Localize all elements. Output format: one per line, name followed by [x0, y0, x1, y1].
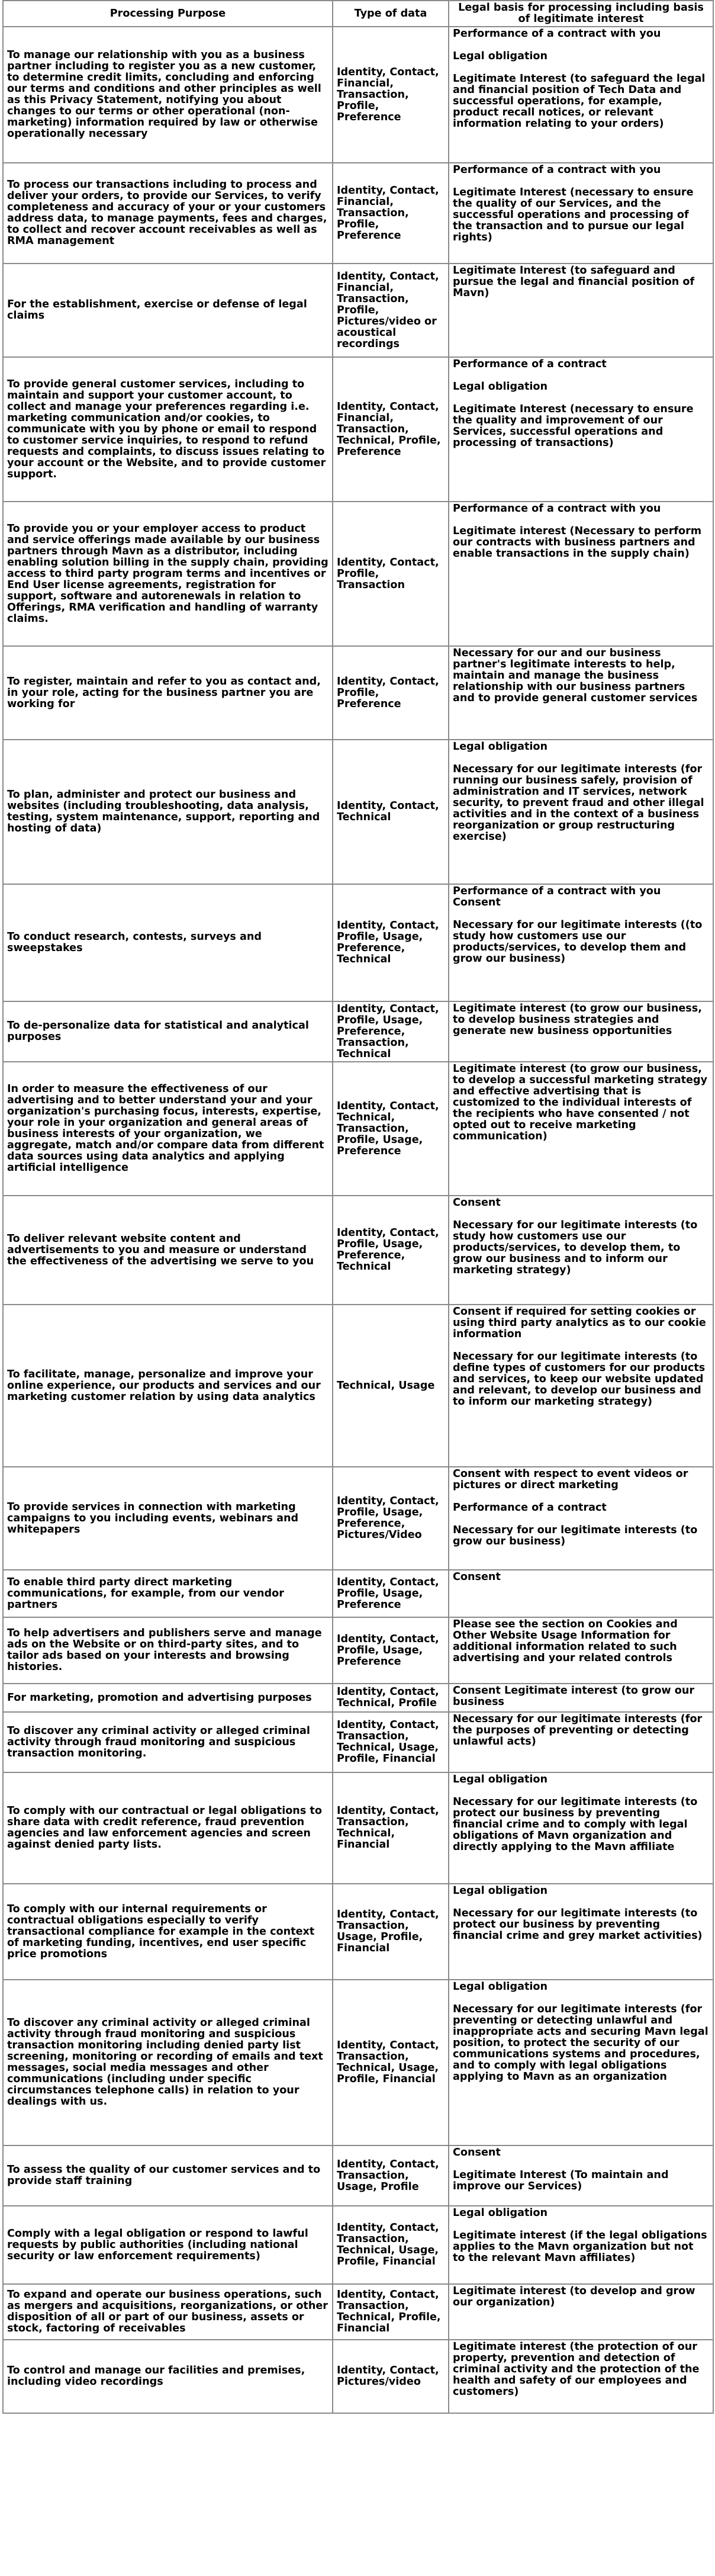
- table-row: [3, 1980, 713, 2145]
- processing-purpose-cell: For marketing, promotion and advertising purposes: [3, 1684, 333, 1712]
- table-row: [3, 1617, 713, 1684]
- table-row: [3, 884, 713, 1001]
- header-legal-basis: Legal basis for processing including basis of legitimate interest: [449, 1, 713, 27]
- processing-purpose-cell: In order to measure the effectiveness of our advertising and to better understand your and your organization's purchasing focus, interests, expertise, your role in your organization and general areas of business interests of your organization, we aggregate, match and/or compare data from different data sources using data analytics and applying artificial intelligence: [3, 1062, 333, 1196]
- legal-basis-cell: Legitimate interest (to grow our business, to develop a successful marketing strategy and effective advertising that is customized to the individual interests of the recipients who have consented / not opted out to receive marketing communication): [449, 1062, 713, 1196]
- data-type-cell: Identity, Contact, Profile, Usage, Preference, Technical: [333, 1196, 449, 1305]
- legal-basis-cell: Legitimate interest (to grow our business, to develop business strategies and generate new business opportunities: [449, 1001, 713, 1062]
- legal-basis-cell: Legitimate interest (the protection of our property, prevention and detection of criminal activity and the protection of the health and safety of our employees and customers): [449, 2340, 713, 2413]
- legal-basis-cell: Performance of a contract with you Consent Necessary for our legitimate interests ((to study how customers use our products/services, to develop them and grow our business): [449, 884, 713, 1001]
- data-type-cell: Identity, Contact, Profile, Preference: [333, 646, 449, 740]
- processing-purpose-cell: To discover any criminal activity or alleged criminal activity through fraud monitoring and suspicious transaction monitoring including denied party list screening, monitoring or recording of emails and text messages, social media messages and other communications (including under specific circumstances telephone calls) in relation to your dealings with us.: [3, 1980, 333, 2145]
- table-row: [3, 264, 713, 357]
- data-type-cell: Identity, Contact, Transaction, Technical, Financial: [333, 1772, 449, 1884]
- table-row: [3, 1062, 713, 1196]
- table-row: [3, 2206, 713, 2284]
- data-type-cell: Identity, Contact, Transaction, Technical, Usage, Profile, Financial: [333, 1980, 449, 2145]
- processing-purpose-cell: To deliver relevant website content and advertisements to you and measure or understand the effectiveness of the advertising we serve to you: [3, 1196, 333, 1305]
- data-type-cell: Identity, Contact, Financial, Transaction, Profile, Pictures/video or acoustical recordings: [333, 264, 449, 357]
- table-row: [3, 163, 713, 264]
- legal-basis-cell: Legal obligation Necessary for our legitimate interests (to protect our business by preventing financial crime and grey market activities): [449, 1884, 713, 1980]
- data-type-cell: Identity, Contact, Profile, Usage, Preference, Transaction, Technical: [333, 1001, 449, 1062]
- data-type-cell: Identity, Contact, Transaction, Technical, Usage, Profile, Financial: [333, 2206, 449, 2284]
- table-row: [3, 740, 713, 884]
- legal-basis-cell: Necessary for our legitimate interests (for the purposes of preventing or detecting unlawful acts): [449, 1712, 713, 1772]
- data-type-cell: Identity, Contact, Financial, Transaction, Profile, Preference: [333, 163, 449, 264]
- data-type-cell: Identity, Contact, Profile, Usage, Preference, Pictures/Video: [333, 1467, 449, 1570]
- table-row: [3, 646, 713, 740]
- table-row: [3, 1305, 713, 1467]
- data-type-cell: Identity, Contact, Profile, Usage, Preference, Technical: [333, 884, 449, 1001]
- legal-basis-cell: Legitimate Interest (to safeguard and pursue the legal and financial position of Mavn): [449, 264, 713, 357]
- data-type-cell: Identity, Contact, Technical, Transaction, Profile, Usage, Preference: [333, 1062, 449, 1196]
- data-type-cell: Identity, Contact, Transaction, Usage, Profile, Financial: [333, 1884, 449, 1980]
- processing-purpose-cell: To control and manage our facilities and premises, including video recordings: [3, 2340, 333, 2413]
- table-row: [3, 1196, 713, 1305]
- legal-basis-cell: Please see the section on Cookies and Other Website Usage Information for additional information related to such advertising and your related controls: [449, 1617, 713, 1684]
- legal-basis-cell: Necessary for our and our business partner's legitimate interests to help, maintain and manage the business relationship with our business partners and to provide general customer services: [449, 646, 713, 740]
- processing-purpose-cell: To facilitate, manage, personalize and improve your online experience, our products and services and our marketing customer relation by using data analytics: [3, 1305, 333, 1467]
- processing-purpose-cell: To provide general customer services, including to maintain and support your customer account, to collect and manage your preferences regarding i.e. marketing communication and/or cookies, to communicate with you by phone or email to respond to customer service inquiries, to respond to refund requests and complaints, to discuss issues relating to your account or the Website, and to provide customer support.: [3, 357, 333, 502]
- processing-purpose-cell: To plan, administer and protect our business and websites (including troubleshooting, data analysis, testing, system maintenance, support, reporting and hosting of data): [3, 740, 333, 884]
- processing-purpose-cell: To help advertisers and publishers serve and manage ads on the Website or on third-party sites, and to tailor ads based on your interests and browsing histories.: [3, 1617, 333, 1684]
- data-type-cell: Identity, Contact, Pictures/video: [333, 2340, 449, 2413]
- table-row: [3, 2284, 713, 2340]
- legal-basis-cell: Legitimate interest (to develop and grow our organization): [449, 2284, 713, 2340]
- header-row: [3, 1, 713, 27]
- processing-purpose-cell: To conduct research, contests, surveys and sweepstakes: [3, 884, 333, 1001]
- table-row: [3, 27, 713, 163]
- table-row: [3, 1712, 713, 1772]
- processing-purpose-cell: To provide you or your employer access to product and service offerings made available by our business partners through Mavn as a distributor, including enabling solution billing in the supply chain, providing access to third party program terms and incentives or End User license agreements, registration for support, software and autorenewals in relation to Offerings, RMA verification and handling of warranty claims.: [3, 502, 333, 646]
- legal-basis-cell: Performance of a contract Legal obligation Legitimate Interest (necessary to ensure the quality and improvement of our Services, successful operations and processing of transactions): [449, 357, 713, 502]
- processing-purpose-cell: To discover any criminal activity or alleged criminal activity through fraud monitoring and suspicious transaction monitoring.: [3, 1712, 333, 1772]
- processing-purpose-cell: To comply with our contractual or legal obligations to share data with credit reference, fraud prevention agencies and law enforcement agencies and screen against denied party lists.: [3, 1772, 333, 1884]
- legal-basis-cell: Legal obligation Necessary for our legitimate interests (for preventing or detecting unlawful and inappropriate acts and securing Mavn legal position, to protect the security of our communications systems and procedures, and to comply with legal obligations applying to Mavn as an organization: [449, 1980, 713, 2145]
- data-type-cell: Identity, Contact, Technical, Profile: [333, 1684, 449, 1712]
- table-row: [3, 1001, 713, 1062]
- legal-basis-cell: Legal obligation Necessary for our legitimate interests (to protect our business by preventing financial crime and to comply with legal obligations of Mavn organization and directly applying to the Mavn affiliate: [449, 1772, 713, 1884]
- data-type-cell: Identity, Contact, Technical: [333, 740, 449, 884]
- legal-basis-cell: Legal obligation Legitimate interest (if the legal obligations applies to the Mavn organization but not to the relevant Mavn affiliates): [449, 2206, 713, 2284]
- processing-purpose-cell: To provide services in connection with marketing campaigns to you including events, webinars and whitepapers: [3, 1467, 333, 1570]
- data-type-cell: Technical, Usage: [333, 1305, 449, 1467]
- data-type-cell: Identity, Contact, Financial, Transaction, Profile, Preference: [333, 27, 449, 163]
- processing-purpose-cell: Comply with a legal obligation or respond to lawful requests by public authorities (including national security or law enforcement requirements): [3, 2206, 333, 2284]
- table-row: [3, 2145, 713, 2206]
- legal-basis-cell: Consent: [449, 1570, 713, 1617]
- header-processing-purpose: Processing Purpose: [3, 1, 333, 27]
- processing-purposes-table: [2, 0, 714, 2414]
- legal-basis-cell: Performance of a contract with you Legitimate interest (Necessary to perform our contracts with business partners and enable transactions in the supply chain): [449, 502, 713, 646]
- data-type-cell: Identity, Contact, Transaction, Technical, Usage, Profile, Financial: [333, 1712, 449, 1772]
- data-type-cell: Identity, Contact, Transaction, Technical, Profile, Financial: [333, 2284, 449, 2340]
- legal-basis-cell: Performance of a contract with you Legal obligation Legitimate Interest (to safeguard the legal and financial position of Tech Data and successful operations, for example, product recall notices, or relevant information relating to your orders): [449, 27, 713, 163]
- table-row: [3, 1772, 713, 1884]
- legal-basis-cell: Consent Necessary for our legitimate interests (to study how customers use our products/services, to develop them, to grow our business and to inform our marketing strategy): [449, 1196, 713, 1305]
- table-row: [3, 1467, 713, 1570]
- legal-basis-cell: Consent if required for setting cookies or using third party analytics as to our cookie information Necessary for our legitimate interests (to define types of customers for our products and services, to keep our website updated and relevant, to develop our business and to inform our marketing strategy): [449, 1305, 713, 1467]
- legal-basis-cell: Performance of a contract with you Legitimate Interest (necessary to ensure the quality of our Services, and the successful operations and processing of the transaction and to pursue our legal rights): [449, 163, 713, 264]
- processing-purpose-cell: To expand and operate our business operations, such as mergers and acquisitions, reorganizations, or other disposition of all or part of our business, assets or stock, factoring of receivables: [3, 2284, 333, 2340]
- data-type-cell: Identity, Contact, Profile, Usage, Preference: [333, 1617, 449, 1684]
- table-row: [3, 1570, 713, 1617]
- legal-basis-cell: Consent with respect to event videos or pictures or direct marketing Performance of a contract Necessary for our legitimate interests (to grow our business): [449, 1467, 713, 1570]
- processing-purpose-cell: To register, maintain and refer to you as contact and, in your role, acting for the business partner you are working for: [3, 646, 333, 740]
- data-type-cell: Identity, Contact, Transaction, Usage, Profile: [333, 2145, 449, 2206]
- table-row: [3, 357, 713, 502]
- table-row: [3, 1884, 713, 1980]
- legal-basis-cell: Consent Legitimate interest (to grow our business: [449, 1684, 713, 1712]
- table-row: [3, 2340, 713, 2413]
- data-type-cell: Identity, Contact, Profile, Usage, Preference: [333, 1570, 449, 1617]
- table-row: [3, 502, 713, 646]
- header-type-of-data: Type of data: [333, 1, 449, 27]
- legal-basis-cell: Legal obligation Necessary for our legitimate interests (for running our business safely, provision of administration and IT services, network security, to prevent fraud and other illegal activities and in the context of a business reorganization or group restructuring exercise): [449, 740, 713, 884]
- processing-purpose-cell: For the establishment, exercise or defense of legal claims: [3, 264, 333, 357]
- legal-basis-cell: Consent Legitimate Interest (To maintain and improve our Services): [449, 2145, 713, 2206]
- data-type-cell: Identity, Contact, Financial, Transaction, Technical, Profile, Preference: [333, 357, 449, 502]
- processing-purpose-cell: To enable third party direct marketing communications, for example, from our vendor partners: [3, 1570, 333, 1617]
- data-type-cell: Identity, Contact, Profile, Transaction: [333, 502, 449, 646]
- processing-purpose-cell: To de-personalize data for statistical and analytical purposes: [3, 1001, 333, 1062]
- processing-purpose-cell: To assess the quality of our customer services and to provide staff training: [3, 2145, 333, 2206]
- processing-purpose-cell: To manage our relationship with you as a business partner including to register you as a new customer, to determine credit limits, concluding and enforcing our terms and conditions and other principles as well as this Privacy Statement, notifying you about changes to our terms or other operational (non-marketing) information required by law or otherwise operationally necessary: [3, 27, 333, 163]
- table-row: [3, 1684, 713, 1712]
- processing-purpose-cell: To process our transactions including to process and deliver your orders, to provide our Services, to verify completeness and accuracy of your or your customers address data, to manage payments, fees and charges, to collect and recover account receivables as well as RMA management: [3, 163, 333, 264]
- processing-purpose-cell: To comply with our internal requirements or contractual obligations especially to verify transactional compliance for example in the context of marketing funding, incentives, end user specific price promotions: [3, 1884, 333, 1980]
